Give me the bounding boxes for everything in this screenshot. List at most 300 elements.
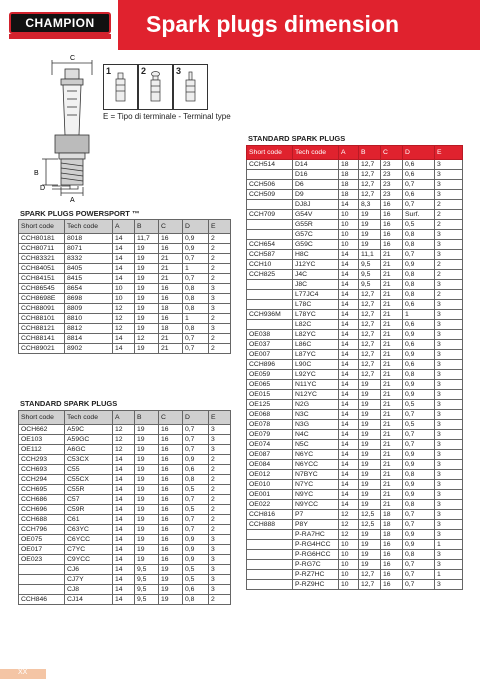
table-cell: 19 <box>135 434 159 444</box>
table-cell: 10 <box>113 283 135 293</box>
dim-label-d: D <box>40 185 46 192</box>
table-row <box>19 434 231 444</box>
table-cell: 16 <box>159 454 183 464</box>
table-cell: 3 <box>435 429 463 439</box>
table-cell: 21 <box>381 389 403 399</box>
table-cell: 12,7 <box>359 319 381 329</box>
dim-label-a: A <box>70 197 75 203</box>
logo-area <box>0 0 118 50</box>
table-cell <box>247 559 293 569</box>
table-cell: 3 <box>435 449 463 459</box>
table-cell: 16 <box>159 504 183 514</box>
table-cell: 16 <box>381 239 403 249</box>
table-row <box>19 544 231 554</box>
table-cell: 8415 <box>65 273 113 283</box>
table-cell: 0,8 <box>403 229 435 239</box>
table-cell: G57C <box>293 229 339 239</box>
table-cell: 14 <box>113 343 135 353</box>
table-cell: 21 <box>381 489 403 499</box>
table-row <box>19 584 231 594</box>
table-cell: 16 <box>159 233 183 243</box>
table-cell: C9YCC <box>65 554 113 564</box>
table-row <box>19 484 231 494</box>
table-cell <box>247 199 293 209</box>
table-cell: P8Y <box>293 519 339 529</box>
table-cell: 3 <box>435 349 463 359</box>
table-cell: 19 <box>135 273 159 283</box>
table-cell: 14 <box>113 484 135 494</box>
table-cell: 16 <box>159 444 183 454</box>
table-cell: 19 <box>135 474 159 484</box>
table-cell: 2 <box>209 484 231 494</box>
table-cell: OE001 <box>247 489 293 499</box>
table-cell: 3 <box>209 554 231 564</box>
table-row <box>247 439 463 449</box>
table-cell: L87YC <box>293 349 339 359</box>
table-cell: CCH696 <box>19 504 65 514</box>
table-cell: 14 <box>339 379 359 389</box>
table-row <box>247 399 463 409</box>
table-row <box>247 539 463 549</box>
table-cell: 3 <box>435 279 463 289</box>
table-cell: 14 <box>339 399 359 409</box>
table-cell: 19 <box>135 293 159 303</box>
table-cell: 14 <box>339 289 359 299</box>
table-cell: 14 <box>113 584 135 594</box>
table-row <box>247 369 463 379</box>
table-cell: 19 <box>359 239 381 249</box>
table-cell: 14 <box>113 474 135 484</box>
table-cell: 19 <box>359 529 381 539</box>
table-cell: OE074 <box>247 439 293 449</box>
table-cell: 3 <box>209 424 231 434</box>
table-cell <box>19 574 65 584</box>
table-row <box>19 454 231 464</box>
table-cell: 2 <box>209 253 231 263</box>
table-cell: 21 <box>381 499 403 509</box>
table-cell: 12 <box>339 529 359 539</box>
table-cell: 12,7 <box>359 339 381 349</box>
table-cell: 0,6 <box>403 299 435 309</box>
table-cell: CCH88141 <box>19 333 65 343</box>
table-cell: 3 <box>435 459 463 469</box>
table-cell <box>247 529 293 539</box>
table-cell: CCH693 <box>19 464 65 474</box>
table-cell: 12 <box>113 303 135 313</box>
table-cell: C61 <box>65 514 113 524</box>
table-cell: 0,7 <box>183 333 209 343</box>
table-row <box>247 389 463 399</box>
table-cell: 12,7 <box>359 189 381 199</box>
table-row <box>247 179 463 189</box>
table-row <box>247 579 463 589</box>
table-cell: 21 <box>381 369 403 379</box>
table-cell: 19 <box>135 484 159 494</box>
table-cell: OE075 <box>19 534 65 544</box>
table-row <box>19 444 231 454</box>
table-cell: 14 <box>339 409 359 419</box>
table-cell: 0,5 <box>183 484 209 494</box>
column-header: D <box>183 220 209 234</box>
table-cell: N6YC <box>293 449 339 459</box>
table-cell: 14 <box>339 389 359 399</box>
table-cell: 0,9 <box>403 449 435 459</box>
table-cell: 16 <box>159 554 183 564</box>
table-cell: P-RA7HC <box>293 529 339 539</box>
table-cell: 3 <box>435 499 463 509</box>
table-cell: 19 <box>359 379 381 389</box>
column-header: A <box>113 220 135 234</box>
table-cell: 21 <box>159 253 183 263</box>
table-cell: 12,5 <box>359 519 381 529</box>
table-cell: 1 <box>183 263 209 273</box>
table-cell: CCH796 <box>19 524 65 534</box>
table-cell: L77JC4 <box>293 289 339 299</box>
table-cell: C63YC <box>65 524 113 534</box>
table-cell: 14 <box>339 469 359 479</box>
table-cell: 2 <box>435 269 463 279</box>
table-cell: CCH686 <box>19 494 65 504</box>
table-cell: 14 <box>339 369 359 379</box>
table-cell: 3 <box>435 169 463 179</box>
table-cell: OE059 <box>247 369 293 379</box>
table-cell: CJ14 <box>65 594 113 604</box>
table-row <box>19 424 231 434</box>
table-cell: 19 <box>159 594 183 604</box>
table-cell: 21 <box>159 263 183 273</box>
table-row <box>247 329 463 339</box>
table-cell: A59GC <box>65 434 113 444</box>
table-row <box>247 469 463 479</box>
table-cell: 3 <box>435 249 463 259</box>
table-cell: N9YCC <box>293 499 339 509</box>
table-row <box>19 564 231 574</box>
table-cell: 0,9 <box>183 554 209 564</box>
table-cell: 19 <box>359 469 381 479</box>
table-cell: 0,7 <box>183 253 209 263</box>
table-cell: CCH514 <box>247 159 293 169</box>
table-cell: CJ7Y <box>65 574 113 584</box>
table-cell: 0,5 <box>403 219 435 229</box>
table-row <box>247 559 463 569</box>
table-cell: CCH293 <box>19 454 65 464</box>
table-cell: 8071 <box>65 243 113 253</box>
table-cell: 0,6 <box>403 169 435 179</box>
table-row <box>247 269 463 279</box>
table-cell: 21 <box>381 379 403 389</box>
table-cell: 12 <box>339 519 359 529</box>
table-cell: D9 <box>293 189 339 199</box>
table-cell: 10 <box>339 239 359 249</box>
table-cell: 0,7 <box>183 273 209 283</box>
table-cell: D6 <box>293 179 339 189</box>
table-cell: 2 <box>209 273 231 283</box>
table-cell <box>247 299 293 309</box>
table-cell: CCH695 <box>19 484 65 494</box>
table-cell: 9,5 <box>359 269 381 279</box>
table-cell: 3 <box>435 179 463 189</box>
table-cell: D14 <box>293 159 339 169</box>
column-header: A <box>113 411 135 425</box>
table-cell: 2 <box>209 464 231 474</box>
table-cell: OE015 <box>247 389 293 399</box>
table-cell: CJ8 <box>65 584 113 594</box>
table-cell: 19 <box>359 419 381 429</box>
table-cell: 3 <box>435 409 463 419</box>
table-cell: 3 <box>435 549 463 559</box>
table-cell: 3 <box>435 309 463 319</box>
page-number: XX <box>18 669 28 676</box>
table-cell: N9YC <box>293 489 339 499</box>
table-cell: 1 <box>435 569 463 579</box>
table-cell: 10 <box>339 579 359 589</box>
table-cell: 0,9 <box>403 329 435 339</box>
table-cell: 2 <box>435 289 463 299</box>
table-cell: 23 <box>381 169 403 179</box>
page-title: Spark plugs dimension <box>146 11 400 37</box>
table-cell: CCH83321 <box>19 253 65 263</box>
table-cell: 0,9 <box>403 539 435 549</box>
table-cell: 14 <box>339 429 359 439</box>
table-cell <box>247 579 293 589</box>
table-row <box>19 474 231 484</box>
table-cell: 21 <box>381 459 403 469</box>
table-cell: 3 <box>209 293 231 303</box>
table-row <box>247 199 463 209</box>
terminal-number: 1 <box>106 66 112 76</box>
table-cell: 0,7 <box>403 509 435 519</box>
table-cell: P7 <box>293 509 339 519</box>
table-row <box>19 594 231 604</box>
table-cell: 0,9 <box>183 534 209 544</box>
table-cell: 14 <box>113 544 135 554</box>
table-cell: CCH688 <box>19 514 65 524</box>
table-cell: C57 <box>65 494 113 504</box>
dim-label-c: C <box>70 55 76 62</box>
table-cell: 14 <box>113 253 135 263</box>
table-cell: 10 <box>339 569 359 579</box>
table-cell: 0,5 <box>183 504 209 514</box>
table-cell: 16 <box>381 569 403 579</box>
table-cell: C53CX <box>65 454 113 464</box>
table-cell: 21 <box>159 333 183 343</box>
table-cell: 8405 <box>65 263 113 273</box>
table-cell: 12,7 <box>359 179 381 189</box>
table-row <box>247 349 463 359</box>
table-cell: 21 <box>159 343 183 353</box>
table-cell: N7BYC <box>293 469 339 479</box>
table-cell: 0,7 <box>403 519 435 529</box>
table-cell: 14 <box>113 574 135 584</box>
table-cell: 23 <box>381 159 403 169</box>
table-cell: 0,5 <box>403 419 435 429</box>
table-cell: 3 <box>209 544 231 554</box>
table-cell: 14 <box>113 273 135 283</box>
table-cell: 0,6 <box>183 464 209 474</box>
table-row <box>19 233 231 243</box>
table-cell: 14 <box>113 454 135 464</box>
table-row <box>247 189 463 199</box>
table-cell: 0,8 <box>403 549 435 559</box>
table-cell: OE084 <box>247 459 293 469</box>
std-left-title: STANDARD SPARK PLUGS <box>20 399 118 408</box>
table-cell: 14 <box>339 259 359 269</box>
table-cell: 0,6 <box>403 339 435 349</box>
table-cell: CCH84051 <box>19 263 65 273</box>
table-cell: L78C <box>293 299 339 309</box>
terminal-type-1 <box>103 64 138 110</box>
table-cell: 0,8 <box>183 594 209 604</box>
table-cell: 12,7 <box>359 159 381 169</box>
table-cell: N3C <box>293 409 339 419</box>
table-cell: 2 <box>435 259 463 269</box>
column-header: E <box>209 220 231 234</box>
terminal-type-2 <box>138 64 173 110</box>
table-cell: D16 <box>293 169 339 179</box>
table-cell: 0,8 <box>403 369 435 379</box>
table-cell: 9,5 <box>359 259 381 269</box>
table-cell: 3 <box>209 323 231 333</box>
terminal-type-3 <box>173 64 208 110</box>
table-cell: 19 <box>135 343 159 353</box>
table-cell: 21 <box>381 329 403 339</box>
table-cell: 14 <box>113 464 135 474</box>
table-row <box>19 323 231 333</box>
table-cell: 0,9 <box>403 349 435 359</box>
table-cell: 0,7 <box>403 569 435 579</box>
table-cell: 8018 <box>65 233 113 243</box>
table-cell: OE007 <box>247 349 293 359</box>
column-header: B <box>135 220 159 234</box>
table-cell: 19 <box>359 409 381 419</box>
standard-spark-plugs-table-right <box>246 145 463 590</box>
table-cell: 14 <box>339 439 359 449</box>
table-cell: 14 <box>339 489 359 499</box>
table-cell: 14 <box>339 359 359 369</box>
table-cell: 2 <box>209 524 231 534</box>
table-cell: 19 <box>135 313 159 323</box>
table-cell: 3 <box>209 444 231 454</box>
table-cell: 21 <box>381 469 403 479</box>
table-cell: 2 <box>209 263 231 273</box>
table-cell: 16 <box>159 534 183 544</box>
table-cell: 0,9 <box>403 479 435 489</box>
table-cell <box>247 169 293 179</box>
table-cell: CCH587 <box>247 249 293 259</box>
table-cell: 12 <box>113 444 135 454</box>
table-cell: 0,7 <box>183 434 209 444</box>
table-cell: 3 <box>209 283 231 293</box>
table-row <box>19 534 231 544</box>
column-header: Tech code <box>65 220 113 234</box>
table-cell: 1 <box>183 313 209 323</box>
table-row <box>247 169 463 179</box>
table-cell: OE012 <box>247 469 293 479</box>
table-cell: 9,5 <box>135 574 159 584</box>
table-cell: 14 <box>339 249 359 259</box>
table-cell: 19 <box>135 534 159 544</box>
table-cell: 8809 <box>65 303 113 313</box>
table-cell: 10 <box>339 209 359 219</box>
table-cell: 14 <box>113 554 135 564</box>
table-cell: 14 <box>113 333 135 343</box>
table-cell: 21 <box>381 259 403 269</box>
table-row <box>247 339 463 349</box>
table-cell: 16 <box>381 199 403 209</box>
table-cell: 16 <box>159 424 183 434</box>
table-cell: 0,8 <box>403 239 435 249</box>
table-cell: 19 <box>135 424 159 434</box>
table-cell: 3 <box>435 479 463 489</box>
table-cell: OE068 <box>247 409 293 419</box>
table-cell: 8698 <box>65 293 113 303</box>
table-cell: 1 <box>435 539 463 549</box>
table-cell: OE079 <box>247 429 293 439</box>
table-cell: 8332 <box>65 253 113 263</box>
table-cell: 16 <box>159 293 183 303</box>
table-row <box>247 219 463 229</box>
table-cell: 16 <box>159 544 183 554</box>
table-cell: 14 <box>113 594 135 604</box>
table-cell: CCH88091 <box>19 303 65 313</box>
table-cell: 2 <box>209 494 231 504</box>
column-header: B <box>135 411 159 425</box>
table-cell: 3 <box>209 534 231 544</box>
column-header: C <box>159 220 183 234</box>
table-cell: 12 <box>113 313 135 323</box>
table-cell: CCH88101 <box>19 313 65 323</box>
table-cell: OE087 <box>247 449 293 459</box>
table-cell: 19 <box>135 464 159 474</box>
table-cell: N11YC <box>293 379 339 389</box>
table-cell: 0,7 <box>403 579 435 589</box>
table-cell: 11,1 <box>359 249 381 259</box>
table-cell: 8810 <box>65 313 113 323</box>
table-cell: 21 <box>381 359 403 369</box>
table-row <box>19 494 231 504</box>
table-row <box>247 549 463 559</box>
table-row <box>247 249 463 259</box>
table-cell: 18 <box>339 179 359 189</box>
table-cell: 12,7 <box>359 299 381 309</box>
table-cell: L86C <box>293 339 339 349</box>
table-cell: OCH662 <box>19 424 65 434</box>
table-cell: 12,7 <box>359 329 381 339</box>
table-cell: 12,7 <box>359 359 381 369</box>
table-cell: 14 <box>339 199 359 209</box>
table-cell: DJ8J <box>293 199 339 209</box>
table-cell: OE010 <box>247 479 293 489</box>
table-cell: 2 <box>209 343 231 353</box>
table-cell: 3 <box>209 574 231 584</box>
table-cell: 3 <box>209 303 231 313</box>
table-cell: 3 <box>209 584 231 594</box>
table-cell: CCH846 <box>19 594 65 604</box>
column-header: E <box>209 411 231 425</box>
table-cell: 8812 <box>65 323 113 333</box>
table-cell: 0,7 <box>403 199 435 209</box>
table-cell: CCH654 <box>247 239 293 249</box>
table-cell: 3 <box>435 329 463 339</box>
table-cell: 19 <box>159 584 183 594</box>
table-cell: C59R <box>65 504 113 514</box>
table-cell: 0,8 <box>183 283 209 293</box>
table-cell: 21 <box>381 439 403 449</box>
table-cell: 21 <box>381 419 403 429</box>
table-cell: 19 <box>359 459 381 469</box>
table-cell: 8654 <box>65 283 113 293</box>
table-cell: CCH825 <box>247 269 293 279</box>
